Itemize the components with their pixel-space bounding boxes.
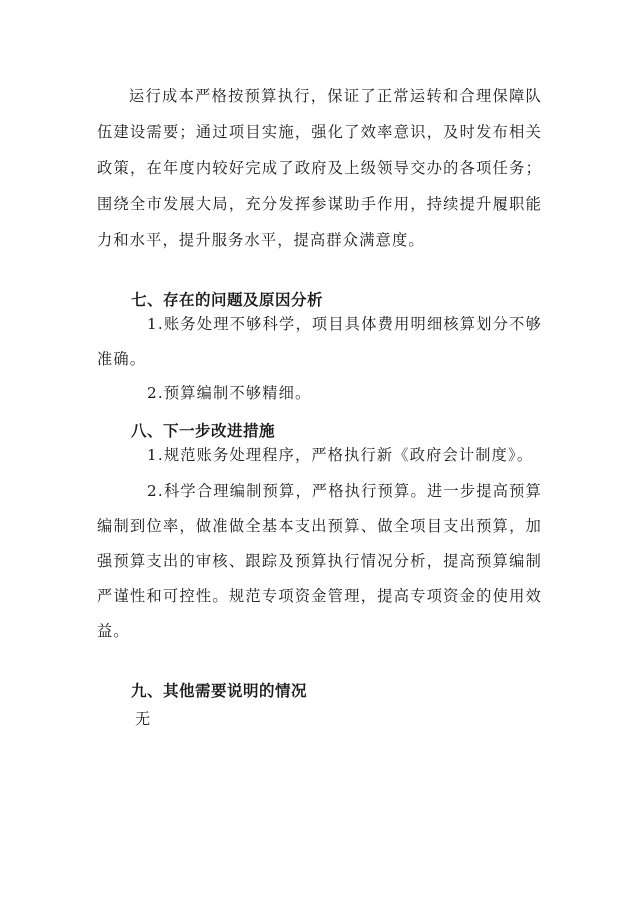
section-9-heading: 九、其他需要说明的情况: [131, 682, 308, 700]
section-7-item-2: 2.预算编制不够精细。: [147, 384, 312, 402]
section-7-item-1: 1.账务处理不够科学，项目具体费用明细核算划分不够准确。: [97, 315, 542, 368]
section-8-heading: 八、下一步改进措施: [131, 422, 276, 440]
section-8-item-1: 1.规范账务处理程序，严格执行新《政府会计制度》。: [147, 446, 534, 464]
section-8-item-2: 2.科学合理编制预算，严格执行预算。进一步提高预算编制到位率，做准做全基本支出预算、做全项目支出预算，加强预算支出的审核、跟踪及预算执行情况分析，提高预算编制严谨性和可控性。规范专项资金管理，提高专项资金的使用效益。: [97, 482, 542, 640]
section-7-heading: 七、存在的问题及原因分析: [131, 291, 324, 309]
section-9-body: 无: [135, 710, 151, 728]
intro-paragraph: 运行成本严格按预算执行，保证了正常运转和合理保障队伍建设需要；通过项目实施，强化了效率意识，及时发布相关政策，在年度内较好完成了政府及上级领导交办的各项任务；围绕全市发展大局，充分发挥参谋助手作用，持续提升履职能力和水平，提升服务水平，提高群众满意度。: [97, 87, 542, 249]
